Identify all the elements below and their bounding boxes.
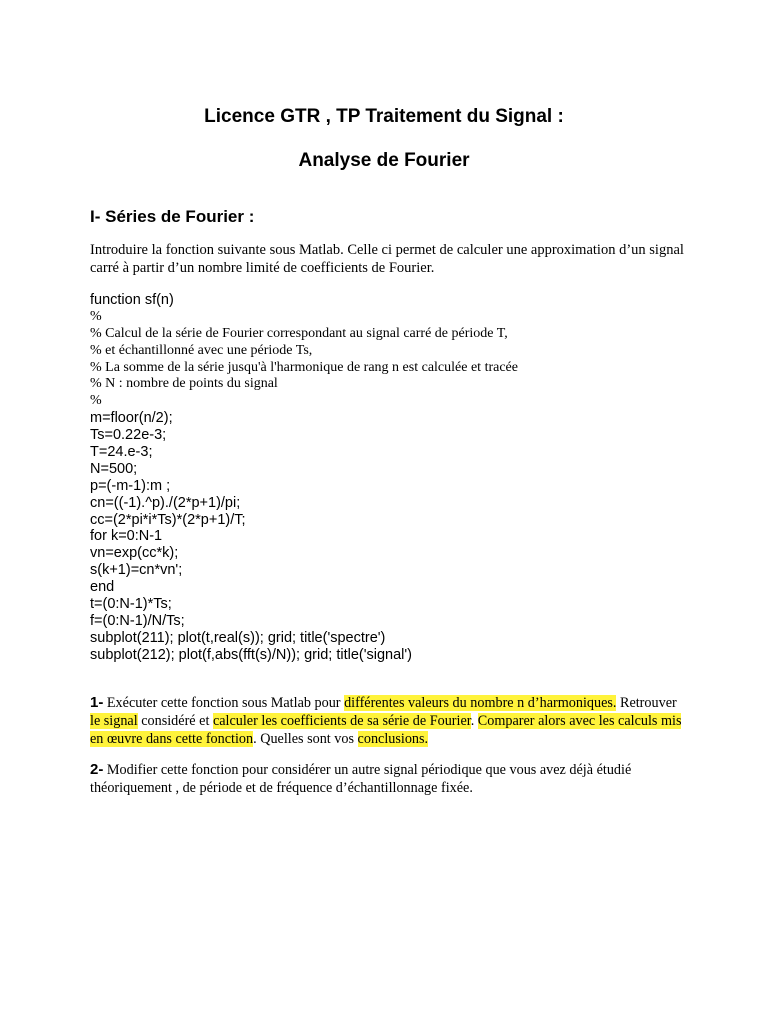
code-line: subplot(211); plot(t,real(s)); grid; title('spectre') bbox=[90, 629, 386, 646]
code-line: cc=(2*pi*i*Ts)*(2*p+1)/T; bbox=[90, 511, 246, 528]
highlighted-text: calculer les coefficients de sa série de Fourier bbox=[212, 713, 471, 729]
question-text: . Quelles sont vos bbox=[253, 731, 358, 747]
document-subtitle: Analyse de Fourier bbox=[298, 150, 470, 171]
question-2-number: 2- bbox=[90, 761, 104, 778]
code-line: vn=exp(cc*k); bbox=[90, 545, 179, 562]
code-line: p=(-m-1):m ; bbox=[90, 477, 171, 494]
code-line: m=floor(n/2); bbox=[90, 410, 173, 427]
code-line: % N : nombre de points du signal bbox=[90, 376, 278, 392]
code-line: % et échantillonné avec une période Ts, bbox=[90, 342, 313, 358]
highlighted-text: conclusions. bbox=[357, 731, 429, 747]
code-line: s(k+1)=cn*vn'; bbox=[90, 562, 183, 579]
question-text: Modifier cette fonction pour considérer un autre signal périodique que vous avez déjà étudié théoriquement , de période et de fréquence d’échantillonnage fixée. bbox=[90, 762, 632, 796]
question-text: . bbox=[470, 713, 478, 729]
question-1-number: 1- bbox=[90, 694, 104, 711]
code-line: end bbox=[90, 579, 115, 596]
code-line: function sf(n) bbox=[90, 292, 174, 308]
code-line: % bbox=[90, 308, 102, 324]
code-line: cn=((-1).^p)./(2*p+1)/pi; bbox=[90, 494, 241, 511]
code-line: % Calcul de la série de Fourier correspondant au signal carré de période T, bbox=[90, 325, 508, 341]
code-line: subplot(212); plot(f,abs(fft(s)/N)); grid; title('signal') bbox=[90, 646, 412, 663]
question-text: Retrouver bbox=[616, 695, 677, 711]
question-text: considéré et bbox=[137, 713, 213, 729]
section-heading: I- Séries de Fourier : bbox=[90, 207, 255, 226]
question-1 bbox=[90, 694, 690, 748]
code-line: N=500; bbox=[90, 460, 138, 477]
question-text: Exécuter cette fonction sous Matlab pour bbox=[106, 695, 345, 711]
highlighted-text: Comparer alors avec les calculs mis en œuvre dans cette fonction bbox=[90, 713, 682, 747]
highlighted-text: différentes valeurs du nombre n d’harmoniques. bbox=[344, 695, 617, 711]
code-line: Ts=0.22e-3; bbox=[90, 427, 167, 444]
code-listing bbox=[90, 292, 518, 664]
code-line: T=24.e-3; bbox=[90, 444, 153, 461]
code-line: f=(0:N-1)/N/Ts; bbox=[90, 612, 185, 629]
code-line: % bbox=[90, 393, 102, 409]
document-title: Licence GTR , TP Traitement du Signal : bbox=[204, 106, 564, 127]
code-line: for k=0:N-1 bbox=[90, 528, 163, 545]
code-line: % La somme de la série jusqu'à l'harmonique de rang n est calculée et tracée bbox=[90, 359, 518, 375]
code-line: t=(0:N-1)*Ts; bbox=[90, 596, 172, 613]
intro-paragraph: Introduire la fonction suivante sous Matlab. Celle ci permet de calculer une approximation d’un signal carré à partir d’un nombre limité de coefficients de Fourier. bbox=[90, 242, 684, 276]
question-2 bbox=[90, 761, 690, 797]
highlighted-text: le signal bbox=[90, 713, 138, 729]
